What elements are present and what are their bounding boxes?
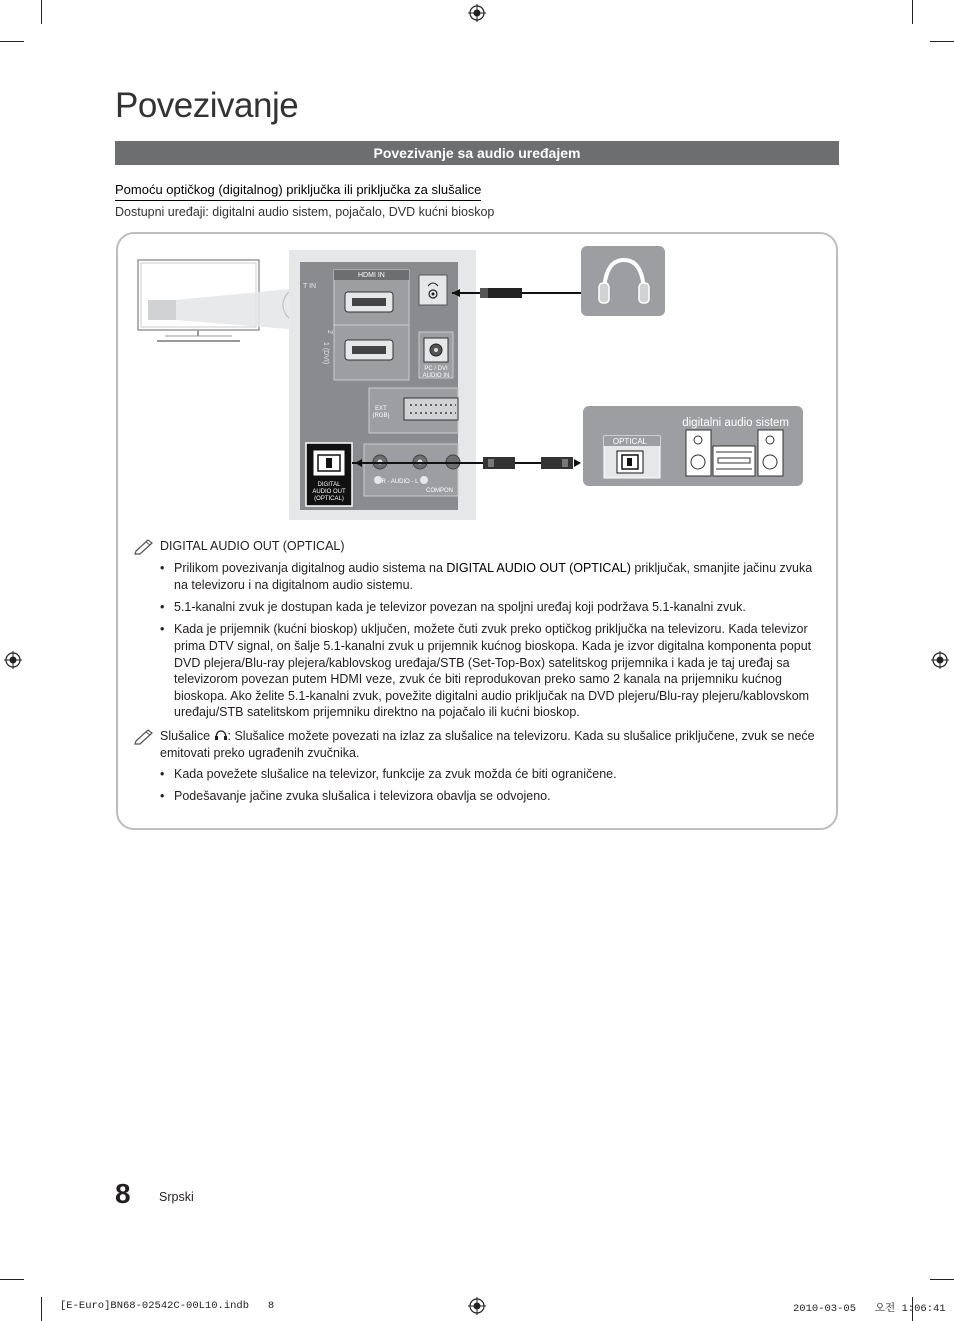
registration-mark-icon — [931, 651, 949, 669]
optical-bullet-list — [160, 560, 820, 727]
page-number: 8 — [115, 1178, 131, 1209]
registration-mark-icon — [4, 651, 22, 669]
registration-mark-icon — [468, 1297, 486, 1315]
optical-label: OPTICAL — [612, 437, 648, 446]
file-slug: [E-Euro]BN68-02542C-00L10.indb 8 — [60, 1300, 275, 1312]
crop-mark — [41, 1297, 42, 1321]
hdmi-1-label: 1 (DVI) — [322, 342, 329, 365]
audio-rl-label: R - AUDIO - L — [381, 479, 419, 485]
pencil-note-icon — [134, 727, 156, 745]
list-item: • Prilikom povezivanja digitalnog audio sistema na DIGITAL AUDIO OUT (OPTICAL) priključak, smanjite jačinu zvuka na televizoru i na digitalnom audio sistemu. — [160, 560, 820, 593]
page-title: Povezivanje — [115, 86, 299, 125]
hdmi-in-label: HDMI IN — [358, 272, 385, 279]
pencil-note-icon — [134, 537, 156, 555]
available-devices: Dostupni uređaji: digitalni audio sistem, pojačalo, DVD kućni bioskop — [115, 205, 495, 219]
subheading: Pomoću optičkog (digitalnog) priključka ili priključka za slušalice — [115, 182, 481, 201]
dvi-audio-in-label: T IN — [303, 283, 317, 290]
audio-out-label: AUDIO OUT — [312, 489, 346, 495]
audio-system-label: digitalni audio sistem — [682, 417, 789, 429]
headphones-small-icon — [214, 729, 228, 741]
rgb-label: (RGB) — [372, 413, 390, 419]
note-optical-title: DIGITAL AUDIO OUT (OPTICAL) — [160, 539, 345, 553]
print-timestamp: 2010-03-05 오전 1:06:41 — [793, 1303, 946, 1315]
optical-port-label: (OPTICAL) — [314, 496, 344, 502]
crop-mark — [930, 1279, 954, 1280]
tv-icon — [138, 260, 300, 341]
headphones-bullet-list — [160, 766, 820, 811]
audio-in-label: AUDIO IN — [422, 373, 450, 379]
headphone-jack-icon — [419, 275, 447, 305]
pc-dvi-label: PC / DVI — [424, 366, 448, 372]
digital-label: DIGITAL — [317, 482, 341, 488]
note-headphones-text: : Slušalice možete povezati na izlaz za slušalice na televizoru. Kada su slušalice priključene, zvuk se neće emitovati preko ugrađenih zvučnika. — [160, 729, 815, 760]
note-headphones — [160, 728, 820, 761]
note-optical — [160, 538, 345, 555]
list-item: • Kada povežete slušalice na televizor, funkcije za zvuk možda će biti ograničene. — [160, 766, 820, 783]
component-label: COMPON — [426, 488, 453, 494]
list-item: • Kada je prijemnik (kućni bioskop) uključen, možete čuti zvuk preko optičkog priključka na televizoru. Kada televizor prima DTV signal, on šalje 5.1-kanalni zvuk u prijemnik kućnog bioskopa. Kada je izvor digitalna komponenta poput DVD plejera/Blu-ray plejera/kablovskog uređaja/STB (Set-Top-Box) satelitskog prijemnika i kada je taj uređaj sa televizorom povezan putem HDMI veze, zvuk će biti reprodukovan preko samo 2 kanala na prijemniku kućnog bioskopa. Ako želite 5.1-kanalni zvuk, povežite digitalni audio priključak na DVD plejeru/Blu-ray plejeru/kablovskom uređaju/STB satelitskom prijemniku direktno na pojačalo ili kućni bioskop. — [160, 621, 820, 721]
hdmi-2-label: 2 — [326, 330, 333, 334]
section-title-bar: Povezivanje sa audio uređajem — [115, 141, 839, 165]
note-headphones-title: Slušalice — [160, 729, 211, 743]
crop-mark — [0, 1279, 24, 1280]
headphones-icon — [581, 246, 665, 316]
list-item: • 5.1-kanalni zvuk je dostupan kada je televizor povezan na spoljni uređaj koji podržava 5.1-kanalni zvuk. — [160, 599, 820, 616]
language-label: Srpski — [159, 1190, 194, 1204]
connection-diagram — [0, 0, 954, 540]
list-item: • Podešavanje jačine zvuka slušalica i televizora obavlja se odvojeno. — [160, 788, 820, 805]
ext-label: EXT — [375, 406, 387, 412]
